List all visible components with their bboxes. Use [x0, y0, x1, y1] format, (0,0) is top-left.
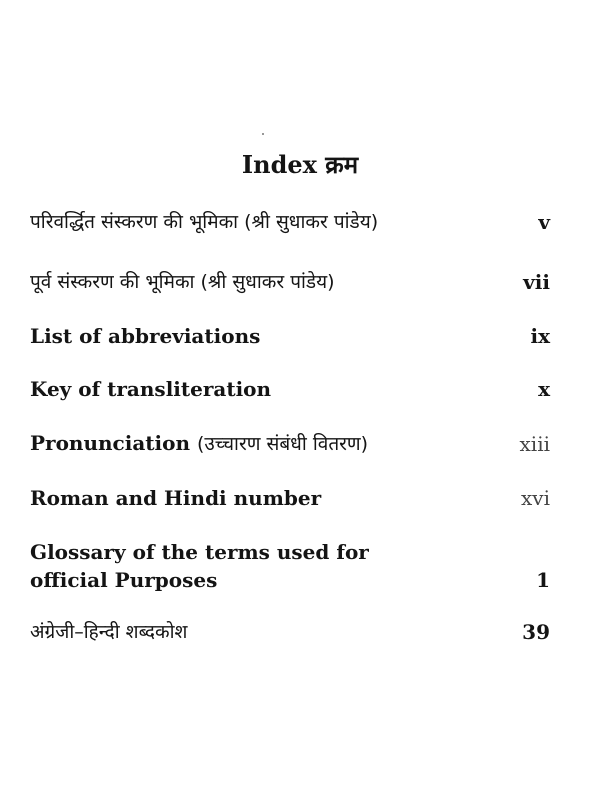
toc-entry-label: अंग्रेजी–हिन्दी शब्दकोश	[30, 621, 188, 643]
title-hindi: क्रम	[325, 151, 359, 179]
toc-entry-4[interactable]	[30, 375, 550, 403]
toc-entry-label	[30, 429, 368, 458]
toc-entry-page: v	[538, 210, 550, 234]
title-english: Index	[241, 150, 317, 179]
toc-entry-page: ix	[530, 324, 550, 348]
toc-entry-7[interactable]	[30, 538, 550, 594]
scan-speck	[262, 133, 264, 135]
toc-entry-5[interactable]	[30, 429, 550, 458]
page-title	[0, 148, 600, 181]
toc-entry-1[interactable]	[30, 208, 550, 236]
toc-entry-label-line2: official Purposes	[30, 568, 218, 592]
toc-entry-page: 1	[536, 568, 550, 592]
toc-entry-label: Roman and Hindi number	[30, 486, 322, 510]
toc-entry-page: x	[538, 377, 550, 401]
toc-entry-page: vii	[523, 270, 550, 294]
toc-entry-page: xvi	[521, 486, 550, 510]
toc-entry-6[interactable]	[30, 484, 550, 512]
toc-entry-label: List of abbreviations	[30, 324, 261, 348]
toc-entry-label	[30, 538, 369, 594]
toc-entry-3[interactable]	[30, 322, 550, 350]
toc-entry-label-line1: Glossary of the terms used for	[30, 540, 369, 564]
toc-entry-page: 39	[522, 620, 550, 644]
toc-entry-page: xiii	[519, 432, 550, 456]
toc-entry-label: परिवर्द्धित संस्करण की भूमिका (श्री सुधाकर पांडेय)	[30, 211, 379, 233]
toc-entry-label-hindi: (उच्चारण संबंधी वितरण)	[196, 433, 369, 455]
toc-entry-label-english: Pronunciation	[30, 431, 190, 455]
toc-entry-2[interactable]	[30, 268, 550, 296]
toc-entry-8[interactable]	[30, 618, 550, 646]
toc-entry-label: पूर्व संस्करण की भूमिका (श्री सुधाकर पांडेय)	[30, 271, 335, 293]
toc-entry-label: Key of transliteration	[30, 377, 272, 401]
